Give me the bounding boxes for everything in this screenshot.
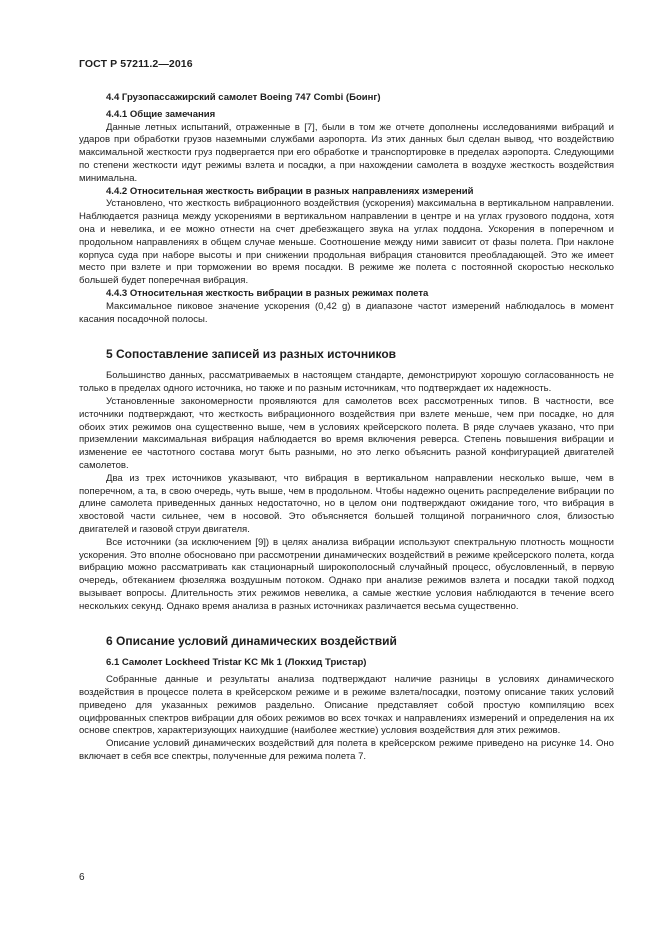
section-6-title: 6 Описание условий динамических воздействий	[106, 634, 397, 649]
subsection-4-4-1-title: 4.4.1 Общие замечания	[106, 108, 216, 120]
document-header-standard-number: ГОСТ Р 57211.2—2016	[79, 58, 193, 70]
paragraph-4-4-2: Установлено, что жесткость вибрационного воздействия (ускорения) максимальна в вертикальном направлении. Наблюдается разница между ускорениями в вертикальном направлении в центре и на углах грузового поддона, хотя она и невелика, и ее можно отнести на счет дребезжащего звука на углах поддона. Ускорения в поперечном и продольном направлениях в общем случае меньше. Соотношение между ними зависит от фазы полета. При наклоне корпуса суда при наборе высоты и при снижении продольная вибрация становится преобладающей. Это же имеет место при взлете и при торможении во время посадки. В режиме же полета с постоянной скоростью несколько большей будет поперечная вибрация.	[79, 198, 614, 287]
subsection-4-4-title: 4.4 Грузопассажирский самолет Boeing 747 Combi (Боинг)	[106, 92, 381, 103]
paragraph-5-2: Установленные закономерности проявляются для самолетов всех рассмотренных типов. В частности, все источники подтверждают, что жесткость вибрационного воздействия при взлете меньше, чем при посадке, но для обоих этих режимов она существенно выше, чем в условиях крейсерского полета. В ряде случаев указано, что при приземлении максимальная вибрация наблюдается во время включения реверса. Степень повышения вибрации и изменение ее частотного состава могут быть разными, но это легко объяснить разной конфигурацией двигателей самолетов.	[79, 395, 614, 471]
subsection-4-4-3-title: 4.4.3 Относительная жесткость вибрации в разных режимах полета	[106, 287, 429, 299]
page-content	[79, 92, 614, 764]
section-5-title: 5 Сопоставление записей из разных источников	[106, 347, 397, 362]
paragraph-5-1: Большинство данных, рассматриваемых в настоящем стандарте, демонстрируют хорошую согласованность не только в пределах одного источника, но также и по разным источникам, что подтверждает их надежность.	[79, 370, 614, 395]
subsection-6-1-title: 6.1 Самолет Lockheed Tristar KC Mk 1 (Локхид Тристар)	[106, 657, 367, 669]
paragraph-6-1-1: Собранные данные и результаты анализа подтверждают наличие разницы в условиях динамического воздействия в процессе полета в крейсерском режиме и в режиме взлета/посадки, поэтому описание таких условий приведено для указанных режимов раздельно. Описание представляет собой простую компиляцию всех оцифрованных спектров вибрации для обоих режимов во всех точках и направлениях измерений и определения на их основе спектров, характеризующих наихудшие (наиболее жесткие) условия воздействия для этих режимов.	[79, 674, 614, 737]
subsection-4-4-2-title: 4.4.2 Относительная жесткость вибрации в разных направлениях измерений	[106, 185, 474, 197]
paragraph-4-4-1: Данные летных испытаний, отраженные в [7], были в том же отчете дополнены исследованиями вибраций и ударов при обработки грузов наземными службами аэропорта. Из этих данных был сделан вывод, что воздействию максимальной жесткости груз подвергается при его обработке и транспортировке в пределах аэропорта. Следующими по степени жесткости идут режимы взлета и посадки, а при нахождении самолета в воздухе жесткость воздействия минимальна.	[79, 121, 614, 184]
paragraph-5-4: Все источники (за исключением [9]) в целях анализа вибрации используют спектральную плотность мощности ускорения. Это вполне обосновано при рассмотрении динамических воздействий в режиме крейсерского полета, когда вибрацию можно рассматривать как стационарный широкополосный случайный процесс, обусловленный, в первую очередь, обтеканием фюзеляжа воздушным потоком. Однако при анализе режимов взлета и посадки такой подход вызывает вопросы. Длительность этих режимов невелика, а самые жесткие условия наблюдаются в течение всего нескольких секунд. Однако время анализа в разных источниках различается весьма существенно.	[79, 536, 614, 612]
page-number: 6	[79, 872, 85, 883]
paragraph-6-1-2: Описание условий динамических воздействий для полета в крейсерском режиме приведено на рисунке 14. Оно включает в себя все спектры, полученные для режима полета 7.	[79, 738, 614, 763]
paragraph-4-4-3: Максимальное пиковое значение ускорения (0,42 g) в диапазоне частот измерений наблюдалось в момент касания посадочной полосы.	[79, 300, 614, 325]
paragraph-5-3: Два из трех источников указывают, что вибрация в вертикальном направлении несколько выше, чем в поперечном, а та, в свою очередь, чуть выше, чем в продольном. Чтобы надежно оценить распределение вибрации по длине самолета приведенных данных недостаточно, но в целом они подтверждают ожидание того, что вибрация в хвостовой части сильнее, чем в носовой. Это объясняется большей толщиной пограничного слоя, близостью двигателей и газовой струи двигателя.	[79, 472, 614, 535]
